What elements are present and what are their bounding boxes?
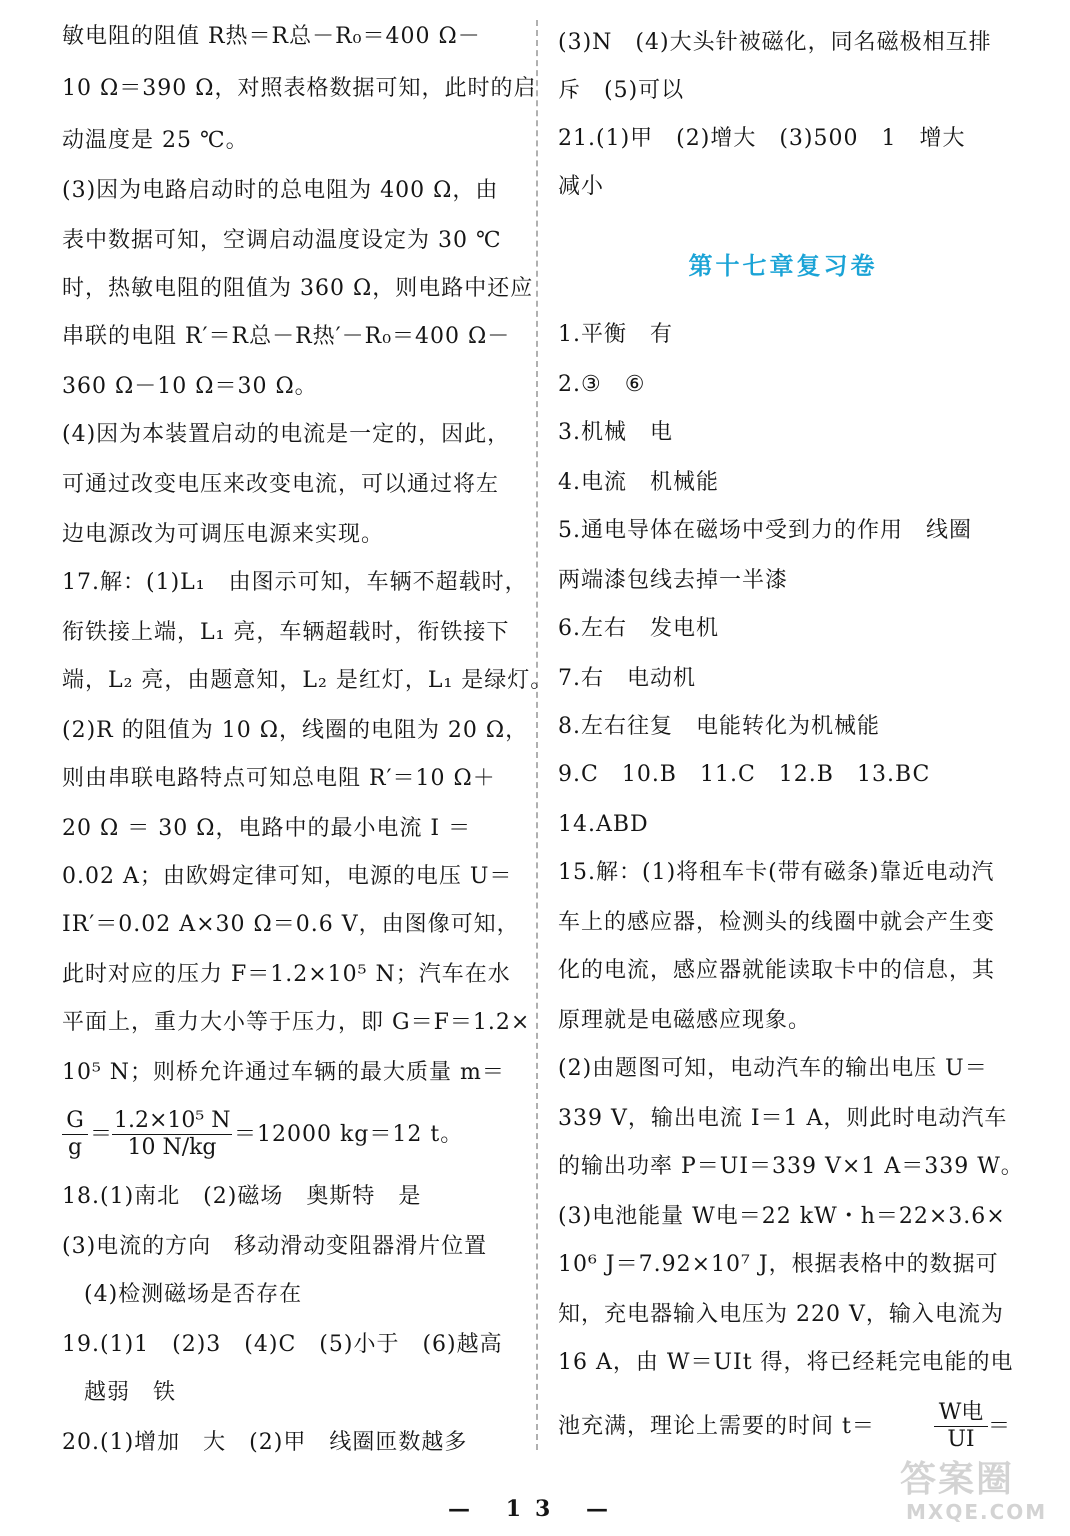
- answer-line: 3.机械 电: [558, 420, 673, 445]
- fraction-mass: [112, 1108, 232, 1161]
- fraction-denominator: UI: [947, 1427, 975, 1452]
- answer-line: 4.电流 机械能: [558, 470, 719, 495]
- text-line: (4)因为本装置启动的电流是一定的，因此，: [62, 422, 511, 447]
- text-line: 可通过改变电压来改变电流，可以通过将左: [62, 472, 500, 497]
- text-line: (3)电流的方向 移动滑动变阻器滑片位置: [62, 1234, 488, 1259]
- fraction-denominator: g: [67, 1135, 83, 1160]
- answer-line: 339 V，输出电流 I＝1 A，则此时电动汽车: [558, 1106, 1008, 1131]
- text-line: 动温度是 25 ℃。: [62, 128, 249, 153]
- answer-line: 1.平衡 有: [558, 322, 673, 347]
- text-line: 此时对应的压力 F＝1.2×10⁵ N；汽车在水: [62, 962, 511, 987]
- watermark-logo: [900, 1460, 1060, 1530]
- column-divider: [536, 20, 538, 1450]
- fraction-numerator: 1.2×10⁵ N: [114, 1108, 231, 1133]
- answer-line: 的输出功率 P＝UI＝339 V×1 A＝339 W。: [558, 1154, 1024, 1179]
- answer-line: 14.ABD: [558, 812, 649, 837]
- fraction-denominator: 10 N/kg: [127, 1135, 217, 1160]
- text-line: 平面上，重力大小等于压力，即 G＝F＝1.2×: [62, 1010, 531, 1035]
- text-line: 斥 (5)可以: [558, 78, 685, 103]
- answer-line: 化的电流，感应器就能读取卡中的信息，其: [558, 958, 996, 983]
- text-line: 20.(1)增加 大 (2)甲 线圈匝数越多: [62, 1430, 468, 1455]
- text-line: (3)N (4)大头针被磁化，同名磁极相互排: [558, 30, 992, 55]
- answer-line: 9.C 10.B 11.C 12.B 13.BC: [558, 762, 931, 787]
- answer-line: 池充满，理论上需要的时间 t＝: [558, 1414, 875, 1439]
- text-line: ＝12000 kg＝12 t。: [234, 1122, 464, 1147]
- page-number: — 13 —: [448, 1496, 622, 1522]
- watermark-text: 答案圈: [900, 1459, 1015, 1500]
- text-line: 20 Ω ＝ 30 Ω，电路中的最小电流 I ＝: [62, 816, 472, 841]
- answer-line: 车上的感应器，检测头的线圈中就会产生变: [558, 910, 996, 935]
- fraction-time: [934, 1400, 988, 1453]
- answer-line: 两端漆包线去掉一半漆: [558, 568, 789, 593]
- answer-line: 原理就是电磁感应现象。: [558, 1008, 812, 1033]
- answer-line: (2)由题图可知，电动汽车的输出电压 U＝: [558, 1056, 988, 1081]
- text-line: 0.02 A；由欧姆定律可知，电源的电压 U＝: [62, 864, 513, 889]
- watermark-url: MXQE.COM: [906, 1500, 1048, 1524]
- text-line: 则由串联电路特点可知总电阻 R′＝10 Ω＋: [62, 766, 496, 791]
- answer-line: 8.左右往复 电能转化为机械能: [558, 714, 880, 739]
- text-line: 串联的电阻 R′＝R总－R热′－R₀＝400 Ω－: [62, 324, 511, 349]
- text-line: 越弱 铁: [84, 1380, 177, 1405]
- text-line: 10⁵ N；则桥允许通过车辆的最大质量 m＝: [62, 1060, 505, 1085]
- text-line: 敏电阻的阻值 R热＝R总－R₀＝400 Ω－: [62, 24, 481, 49]
- answer-line: 5.通电导体在磁场中受到力的作用 线圈: [558, 518, 972, 543]
- answer-line: 7.右 电动机: [558, 666, 696, 691]
- text-line: 表中数据可知，空调启动温度设定为 30 ℃: [62, 228, 502, 253]
- fraction-G-over-g: [62, 1108, 88, 1161]
- text-line: 10 Ω＝390 Ω，对照表格数据可知，此时的启: [62, 76, 537, 101]
- answer-line: 10⁶ J＝7.92×10⁷ J，根据表格中的数据可: [558, 1252, 999, 1277]
- answer-line: 15.解：(1)将租车卡(带有磁条)靠近电动汽: [558, 860, 995, 885]
- text-line: 边电源改为可调压电源来实现。: [62, 522, 385, 547]
- text-line: 19.(1)1 (2)3 (4)C (5)小于 (6)越高: [62, 1332, 503, 1357]
- answer-line: 知，充电器输入电压为 220 V，输入电流为: [558, 1302, 1004, 1327]
- text-line: 21.(1)甲 (2)增大 (3)500 1 增大: [558, 126, 966, 151]
- answer-line: 16 A，由 W＝UIt 得，将已经耗完电能的电: [558, 1350, 1014, 1375]
- answer-line: (3)电池能量 W电＝22 kW・h＝22×3.6×: [558, 1204, 1006, 1229]
- fraction-numerator: G: [62, 1108, 88, 1135]
- text-line: 时，热敏电阻的阻值为 360 Ω，则电路中还应: [62, 276, 534, 301]
- text-line: (2)R 的阻值为 10 Ω，线圈的电阻为 20 Ω，: [62, 718, 529, 743]
- answer-line: 6.左右 发电机: [558, 616, 719, 641]
- fraction-numerator: W电: [934, 1400, 988, 1427]
- text-line: (4)检测磁场是否存在: [84, 1282, 303, 1307]
- text-line: 端，L₂ 亮，由题意知，L₂ 是红灯，L₁ 是绿灯。: [62, 668, 554, 693]
- text-line: (3)因为电路启动时的总电阻为 400 Ω，由: [62, 178, 499, 203]
- answer-line: 2.③ ⑥: [558, 372, 646, 397]
- text-line: 衔铁接上端，L₁ 亮，车辆超载时，衔铁接下: [62, 620, 510, 645]
- text-line: IR′＝0.02 A×30 Ω＝0.6 V，由图像可知，: [62, 912, 520, 937]
- text-line: 18.(1)南北 (2)磁场 奥斯特 是: [62, 1184, 422, 1209]
- equals-sign: ＝: [90, 1122, 114, 1147]
- text-line: 17.解：(1)L₁ 由图示可知，车辆不超载时，: [62, 570, 528, 595]
- text-line: 减小: [558, 174, 605, 199]
- text-line: 360 Ω－10 Ω＝30 Ω。: [62, 374, 318, 399]
- chapter-title: 第十七章复习卷: [688, 252, 878, 280]
- equals-sign: ＝: [988, 1414, 1012, 1439]
